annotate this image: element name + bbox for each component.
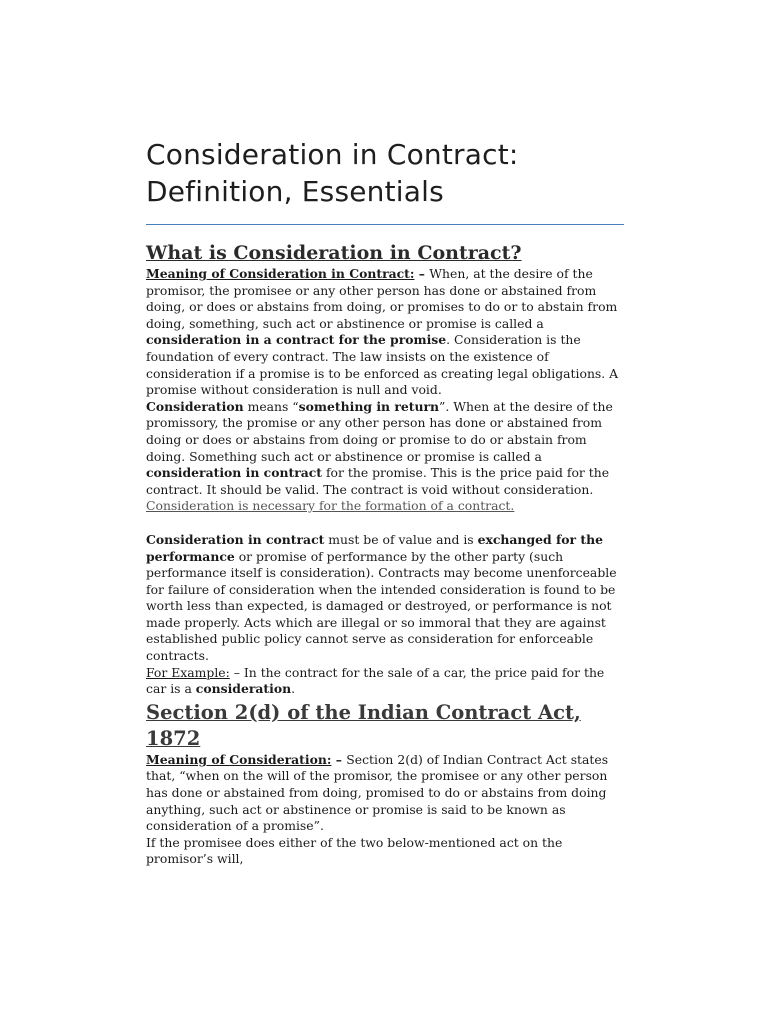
- price-paid-text: for the promise. This is the price paid for the contract. It should be valid. The contract is void without consideration.: [146, 465, 610, 497]
- paragraph-meaning: [146, 266, 628, 399]
- example-bold: consideration: [195, 681, 292, 697]
- formation-of-contract-link[interactable]: Consideration is necessary for the formation of a contract.: [146, 498, 515, 514]
- section-2d-dash: –: [331, 751, 347, 767]
- document-title-line-1: Consideration in Contract:: [146, 138, 519, 171]
- document-title-line-2: Definition, Essentials: [146, 175, 444, 208]
- section-2d-meaning-label: Meaning of Consideration:: [146, 751, 332, 767]
- consideration-bold: Consideration: [146, 398, 244, 414]
- paragraph-section-2d-meaning: [146, 752, 628, 835]
- paragraph-value-exchange: [146, 532, 628, 665]
- means-text: means “: [243, 398, 299, 414]
- performance-text: or promise of performance by the other party (such performance itself is consideration). Contracts may become unenforceable for failure of consideration when the intended consideration is found to be worth less than expected, is damaged or destroyed, or performance is not made properly. Acts which are illegal or so immoral that they are against established public policy cannot serve as consideration for enforceable contracts.: [146, 548, 617, 664]
- title-divider: [146, 224, 624, 225]
- meaning-text-1: When, at the desire of the promisor, the promisee or any other person has done or abstained from doing, or does or abstains from doing, or promises to do or to abstain from doing, something, such act or abstinence or promise is called a: [146, 266, 618, 331]
- document-page: [146, 136, 628, 868]
- section-heading-what-is-consideration: What is Consideration in Contract?: [146, 242, 522, 264]
- example-text-1: – In the contract for the sale of a car, the price paid for the car is a: [146, 664, 605, 697]
- document-title: [146, 136, 628, 210]
- meaning-label: Meaning of Consideration in Contract:: [146, 266, 415, 281]
- value-text: must be of value and is: [324, 531, 478, 547]
- meaning-dash: –: [414, 266, 430, 281]
- example-text-2: .: [291, 681, 296, 697]
- promissory-text: ”. When at the desire of the promissory, the promise or any other person has done or abstained from doing or does or abstains from doing or promise to do or abstain from doing. Something such act or abstinence or promise is called a: [146, 398, 613, 464]
- paragraph-something-in-return: [146, 399, 628, 515]
- meaning-text-2: . Consideration is the foundation of every contract. The law insists on the existence of consideration if a promise is to be enforced as creating legal obligations. A promise without consideration is null and void.: [146, 332, 619, 398]
- section-2d-text: Section 2(d) of Indian Contract Act states that, “when on the will of the promisor, the promisee or any other person has done or abstained from doing, promised to do or abstains from doing anything, such act or abstinence or promise is said to be known as consideration of a promise”.: [146, 751, 609, 834]
- example-label: For Example:: [146, 664, 230, 680]
- exchanged-performance-bold: exchanged for the performance: [146, 531, 604, 564]
- consideration-in-contract-bold: consideration in contract: [146, 465, 323, 481]
- paragraph-promisee-acts: [146, 835, 628, 868]
- promisee-acts-text: If the promisee does either of the two below-mentioned act on the promisor’s will,: [146, 834, 563, 867]
- section-heading-section-2d: Section 2(d) of the Indian Contract Act, 1872: [146, 700, 581, 750]
- something-in-return-bold: something in return: [298, 398, 440, 414]
- consideration-in-contract-lead: Consideration in contract: [146, 531, 325, 547]
- meaning-bold-1: consideration in a contract for the promise: [146, 332, 447, 348]
- paragraph-gap: [146, 515, 628, 532]
- paragraph-example: [146, 665, 628, 698]
